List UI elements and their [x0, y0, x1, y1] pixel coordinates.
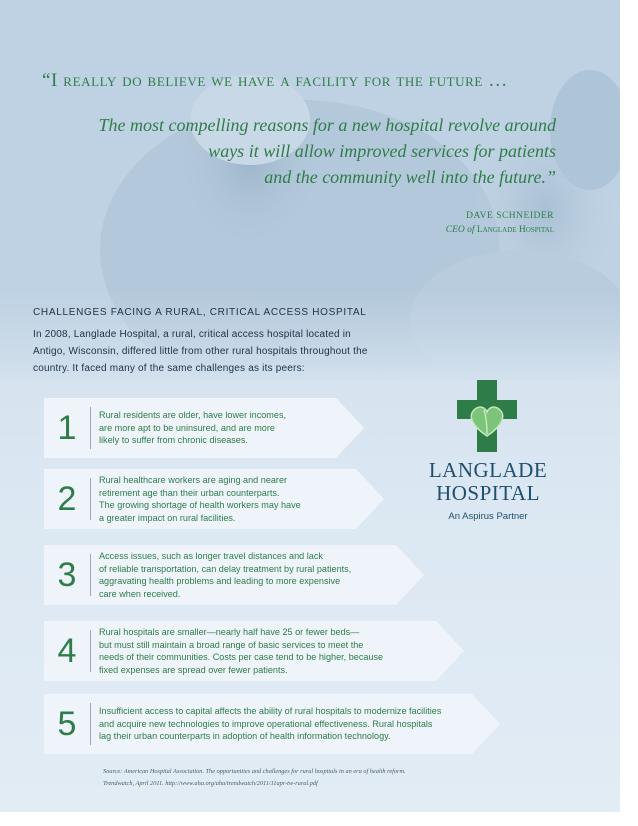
source-line: Source: American Hospital Association. The opportunities and challenges for rural hospitals in an era of health reform.	[103, 768, 406, 775]
text-line: fixed expenses are spread over fewer patients.	[99, 664, 288, 675]
challenge-card-4	[44, 621, 464, 681]
source-citation	[103, 766, 406, 790]
challenge-number: 4	[57, 632, 77, 670]
text-line: Rural residents are older, have lower incomes,	[99, 410, 287, 420]
divider	[90, 407, 91, 449]
divider	[90, 478, 91, 520]
text-line: Rural hospitals are smaller—nearly half have 25 or fewer beds—	[99, 627, 360, 637]
challenge-number: 3	[57, 556, 77, 594]
challenge-text	[99, 409, 286, 447]
quote-body	[60, 112, 556, 190]
logo-tagline: An Aspirus Partner	[448, 511, 528, 522]
quote-line: ways it will allow improved services for patients	[208, 141, 556, 161]
quote-author-title	[446, 225, 554, 235]
text-line: lag their urban counterparts in adoption of health information technology.	[99, 731, 391, 742]
page-margin-bottom	[0, 812, 638, 826]
challenge-text	[99, 474, 301, 524]
challenge-card-3	[44, 545, 424, 605]
quote-line: The most compelling reasons for a new hospital revolve around	[98, 115, 556, 135]
text-line: The growing shortage of health workers may have	[99, 500, 301, 511]
challenge-card-5	[44, 694, 500, 754]
text-line: a greater impact on rural facilities.	[99, 512, 236, 523]
text-line: and acquire new technologies to improve operational effectiveness. Rural hospitals	[99, 718, 433, 729]
background-photo	[0, 0, 638, 380]
challenge-number: 1	[57, 409, 77, 447]
challenge-card-1	[44, 398, 364, 458]
source-line: Trendwatch, April 2011. http://www.aha.org/aha/trendwatch/2011/11apr-tw-rural.pdf	[103, 780, 318, 787]
divider	[90, 554, 91, 596]
text-line: Rural healthcare workers are aging and nearer	[99, 475, 288, 485]
text-line: of reliable transportation, can delay treatment by rural patients,	[99, 563, 352, 574]
text-line: aggravating health problems and leading to more expensive	[99, 576, 341, 587]
section-heading: CHALLENGES FACING A RURAL, CRITICAL ACCESS HOSPITAL	[33, 307, 367, 318]
challenge-text	[99, 705, 441, 743]
text-line: care when received.	[99, 588, 181, 599]
text-line: are more apt to be uninsured, and are more	[99, 422, 275, 433]
logo-name: LANGLADE	[428, 458, 548, 482]
challenge-text	[99, 550, 351, 600]
author-title-org: Langlade Hospital	[476, 225, 554, 235]
section-intro: In 2008, Langlade Hospital, a rural, critical access hospital located in Antigo, Wisconsin, differed little from other rural hospitals throughout the country. It faced many of the same challenges as its peers:	[33, 329, 368, 374]
author-title-prefix: CEO of	[445, 225, 475, 235]
text-line: needs of their communities. Costs per case tend to be higher, because	[99, 652, 384, 663]
challenge-text	[99, 626, 383, 676]
challenge-card-2	[44, 469, 384, 529]
challenge-number: 2	[57, 480, 77, 518]
text-line: Insufficient access to capital affects the ability of rural hospitals to modernize facilities	[99, 706, 442, 716]
divider	[90, 630, 91, 672]
challenge-number: 5	[57, 705, 77, 743]
text-line: Access issues, such as longer travel distances and lack	[99, 551, 323, 561]
quote-author: DAVE SCHNEIDER	[466, 211, 554, 221]
text-line: but must still maintain a broad range of basic services to meet the	[99, 639, 364, 650]
quote-headline: “I really do believe we have a facility for the future …	[42, 70, 508, 91]
quote-line: and the community well into the future.”	[264, 167, 556, 187]
page-margin-right	[620, 0, 638, 826]
text-line: retirement age than their urban counterparts.	[99, 487, 280, 498]
divider	[90, 703, 91, 745]
text-line: likely to suffer from chronic diseases.	[99, 435, 248, 446]
logo-subname: HOSPITAL	[436, 481, 540, 505]
